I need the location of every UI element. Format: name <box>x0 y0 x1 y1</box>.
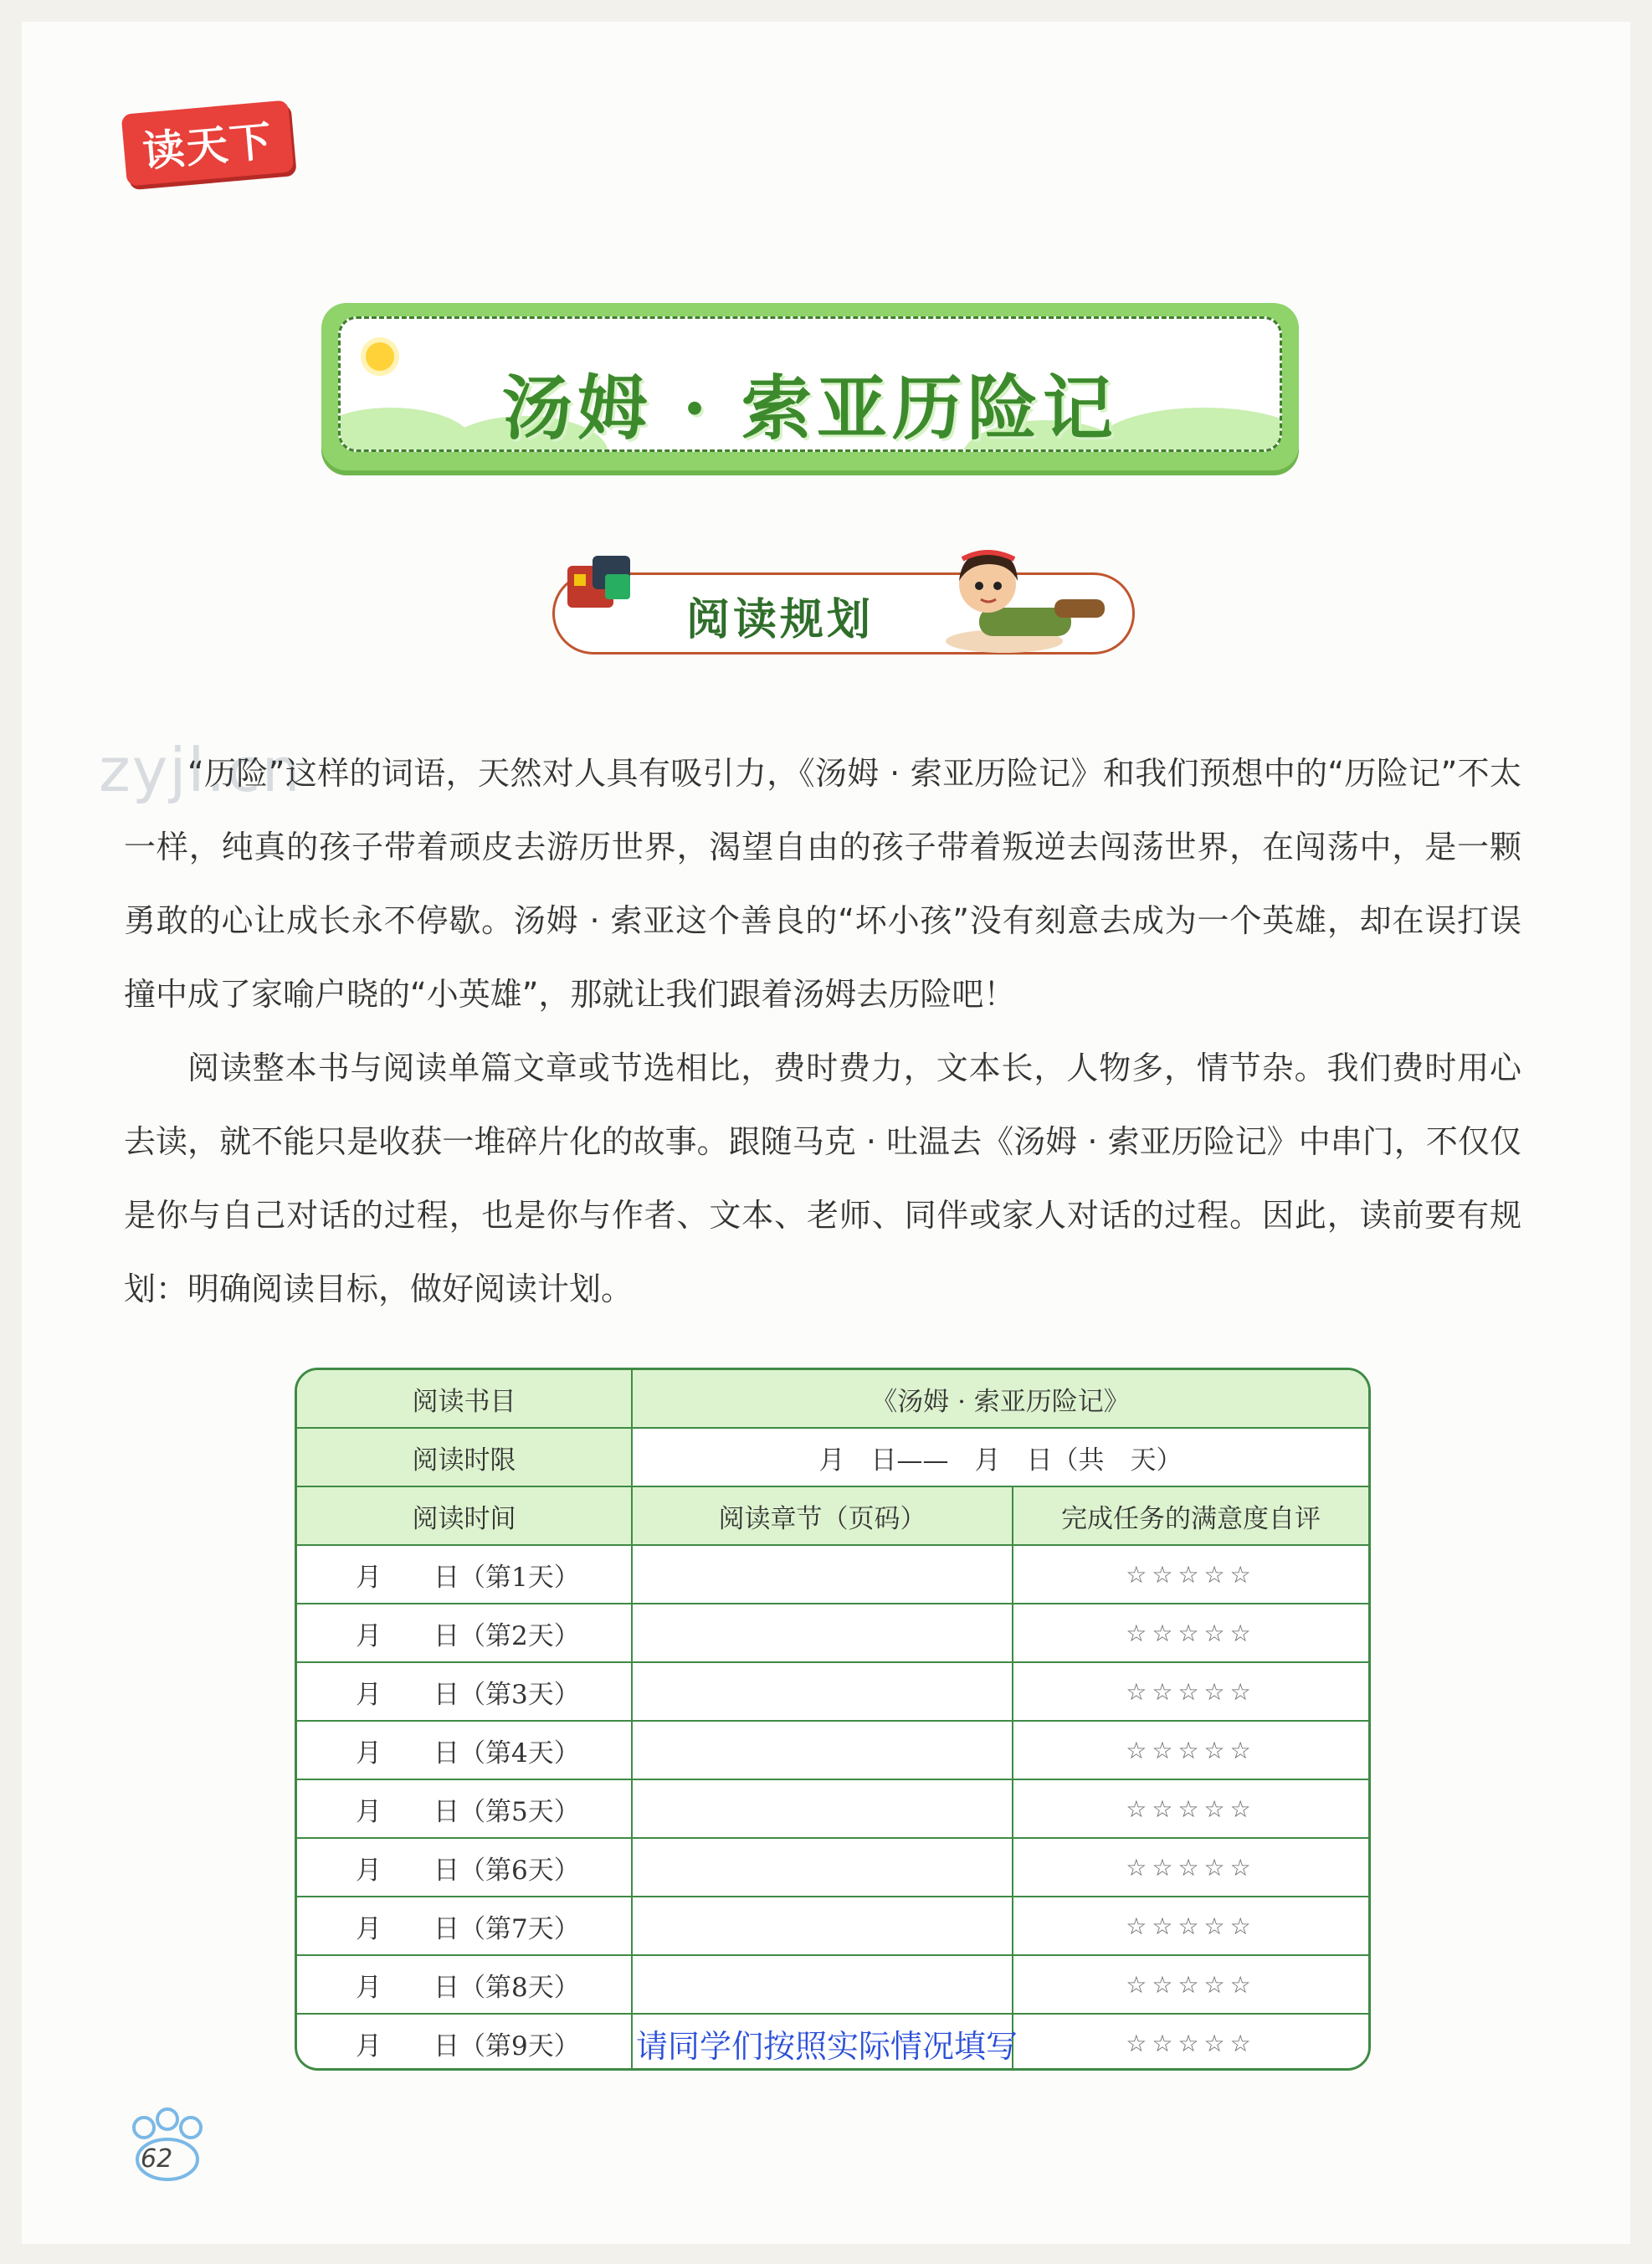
date-cell: 月 日（第4天） <box>297 1721 632 1779</box>
book-label: 阅读书目 <box>297 1370 632 1428</box>
table-row <box>297 1662 1368 1721</box>
chapter-cell[interactable] <box>632 1604 1013 1662</box>
page-title: 汤姆 · 索亚历险记 <box>502 367 1118 449</box>
book-value: 《汤姆 · 索亚历险记》 <box>632 1370 1368 1428</box>
girl-illustration-icon <box>929 541 1130 658</box>
table-row <box>297 1721 1368 1779</box>
chapter-cell[interactable] <box>632 1897 1013 1955</box>
date-cell: 月 日（第7天） <box>297 1897 632 1955</box>
body-paragraph-2: 阅读整本书与阅读单篇文章或节选相比，费时费力，文本长，人物多，情节杂。我们费时用心去读，就不能只是收获一堆碎片化的故事。跟随马克 · 吐温去《汤姆 · 索亚历险记》中串门，不仅仅是你与自己对话的过程，也是你与作者、文本、老师、同伴或家人对话的过程。因此，读前要有规划：明确阅读目标，做好阅读计划。 <box>124 1050 1521 1307</box>
title-banner <box>321 303 1299 470</box>
table-row <box>297 1545 1368 1604</box>
date-cell: 月 日（第5天） <box>297 1779 632 1838</box>
flag-icon <box>559 549 643 624</box>
date-cell: 月 日（第9天） <box>297 2014 632 2071</box>
body-paragraph-1: “历险”这样的词语，天然对人具有吸引力，《汤姆 · 索亚历险记》和我们预想中的“历险记”不太一样，纯真的孩子带着顽皮去游历世界，渴望自由的孩子带着叛逆去闯荡世界，在闯荡中，是一颗勇敢的心让成长永不停歇。汤姆 · 索亚这个善良的“坏小孩”没有刻意去成为一个英雄，却在误打误撞中成了家喻户晓的“小英雄”，那就让我们跟着汤姆去历险吧！ <box>124 755 1521 1013</box>
title-banner-inner <box>338 316 1282 452</box>
table-row <box>297 2014 1368 2071</box>
table-row <box>297 1955 1368 2014</box>
fill-in-note[interactable]: 请同学们按照实际情况填写 <box>632 2014 1013 2071</box>
table-row <box>297 1838 1368 1897</box>
rating-stars[interactable]: ☆☆☆☆☆ <box>1013 1779 1368 1838</box>
chapter-cell[interactable] <box>632 1955 1013 2014</box>
rating-stars[interactable]: ☆☆☆☆☆ <box>1013 2014 1368 2071</box>
chapter-cell[interactable] <box>632 1721 1013 1779</box>
limit-label: 阅读时限 <box>297 1428 632 1486</box>
table-row <box>297 1897 1368 1955</box>
rating-stars[interactable]: ☆☆☆☆☆ <box>1013 1897 1368 1955</box>
chapter-cell[interactable] <box>632 1662 1013 1721</box>
date-cell: 月 日（第1天） <box>297 1545 632 1604</box>
column-header-chapter: 阅读章节（页码） <box>632 1486 1013 1545</box>
date-cell: 月 日（第6天） <box>297 1838 632 1897</box>
chapter-cell[interactable] <box>632 1838 1013 1897</box>
rating-stars[interactable]: ☆☆☆☆☆ <box>1013 1604 1368 1662</box>
column-header-time: 阅读时间 <box>297 1486 632 1545</box>
table-row <box>297 1370 1368 1428</box>
brand-badge-text: 读天下 <box>141 116 275 177</box>
chapter-cell[interactable] <box>632 1545 1013 1604</box>
rating-stars[interactable]: ☆☆☆☆☆ <box>1013 1545 1368 1604</box>
date-cell: 月 日（第8天） <box>297 1955 632 2014</box>
brand-badge <box>121 100 295 186</box>
rating-stars[interactable]: ☆☆☆☆☆ <box>1013 1955 1368 2014</box>
column-header-rating: 完成任务的满意度自评 <box>1013 1486 1368 1545</box>
watermark: zyjl.cn <box>99 735 302 805</box>
rating-stars[interactable]: ☆☆☆☆☆ <box>1013 1838 1368 1897</box>
table-row <box>297 1779 1368 1838</box>
rating-stars[interactable]: ☆☆☆☆☆ <box>1013 1662 1368 1721</box>
body-text <box>124 737 1521 1326</box>
date-cell: 月 日（第3天） <box>297 1662 632 1721</box>
limit-value: 月 日—— 月 日（共 天） <box>632 1428 1368 1486</box>
page-number: 62 <box>141 2144 173 2174</box>
date-cell: 月 日（第2天） <box>297 1604 632 1662</box>
table-row <box>297 1428 1368 1486</box>
chapter-cell[interactable] <box>632 1779 1013 1838</box>
table-header-row <box>297 1486 1368 1545</box>
section-label: 阅读规划 <box>686 595 875 645</box>
reading-plan-table <box>295 1368 1371 2071</box>
rating-stars[interactable]: ☆☆☆☆☆ <box>1013 1721 1368 1779</box>
section-header <box>552 541 1130 666</box>
table-row <box>297 1604 1368 1662</box>
